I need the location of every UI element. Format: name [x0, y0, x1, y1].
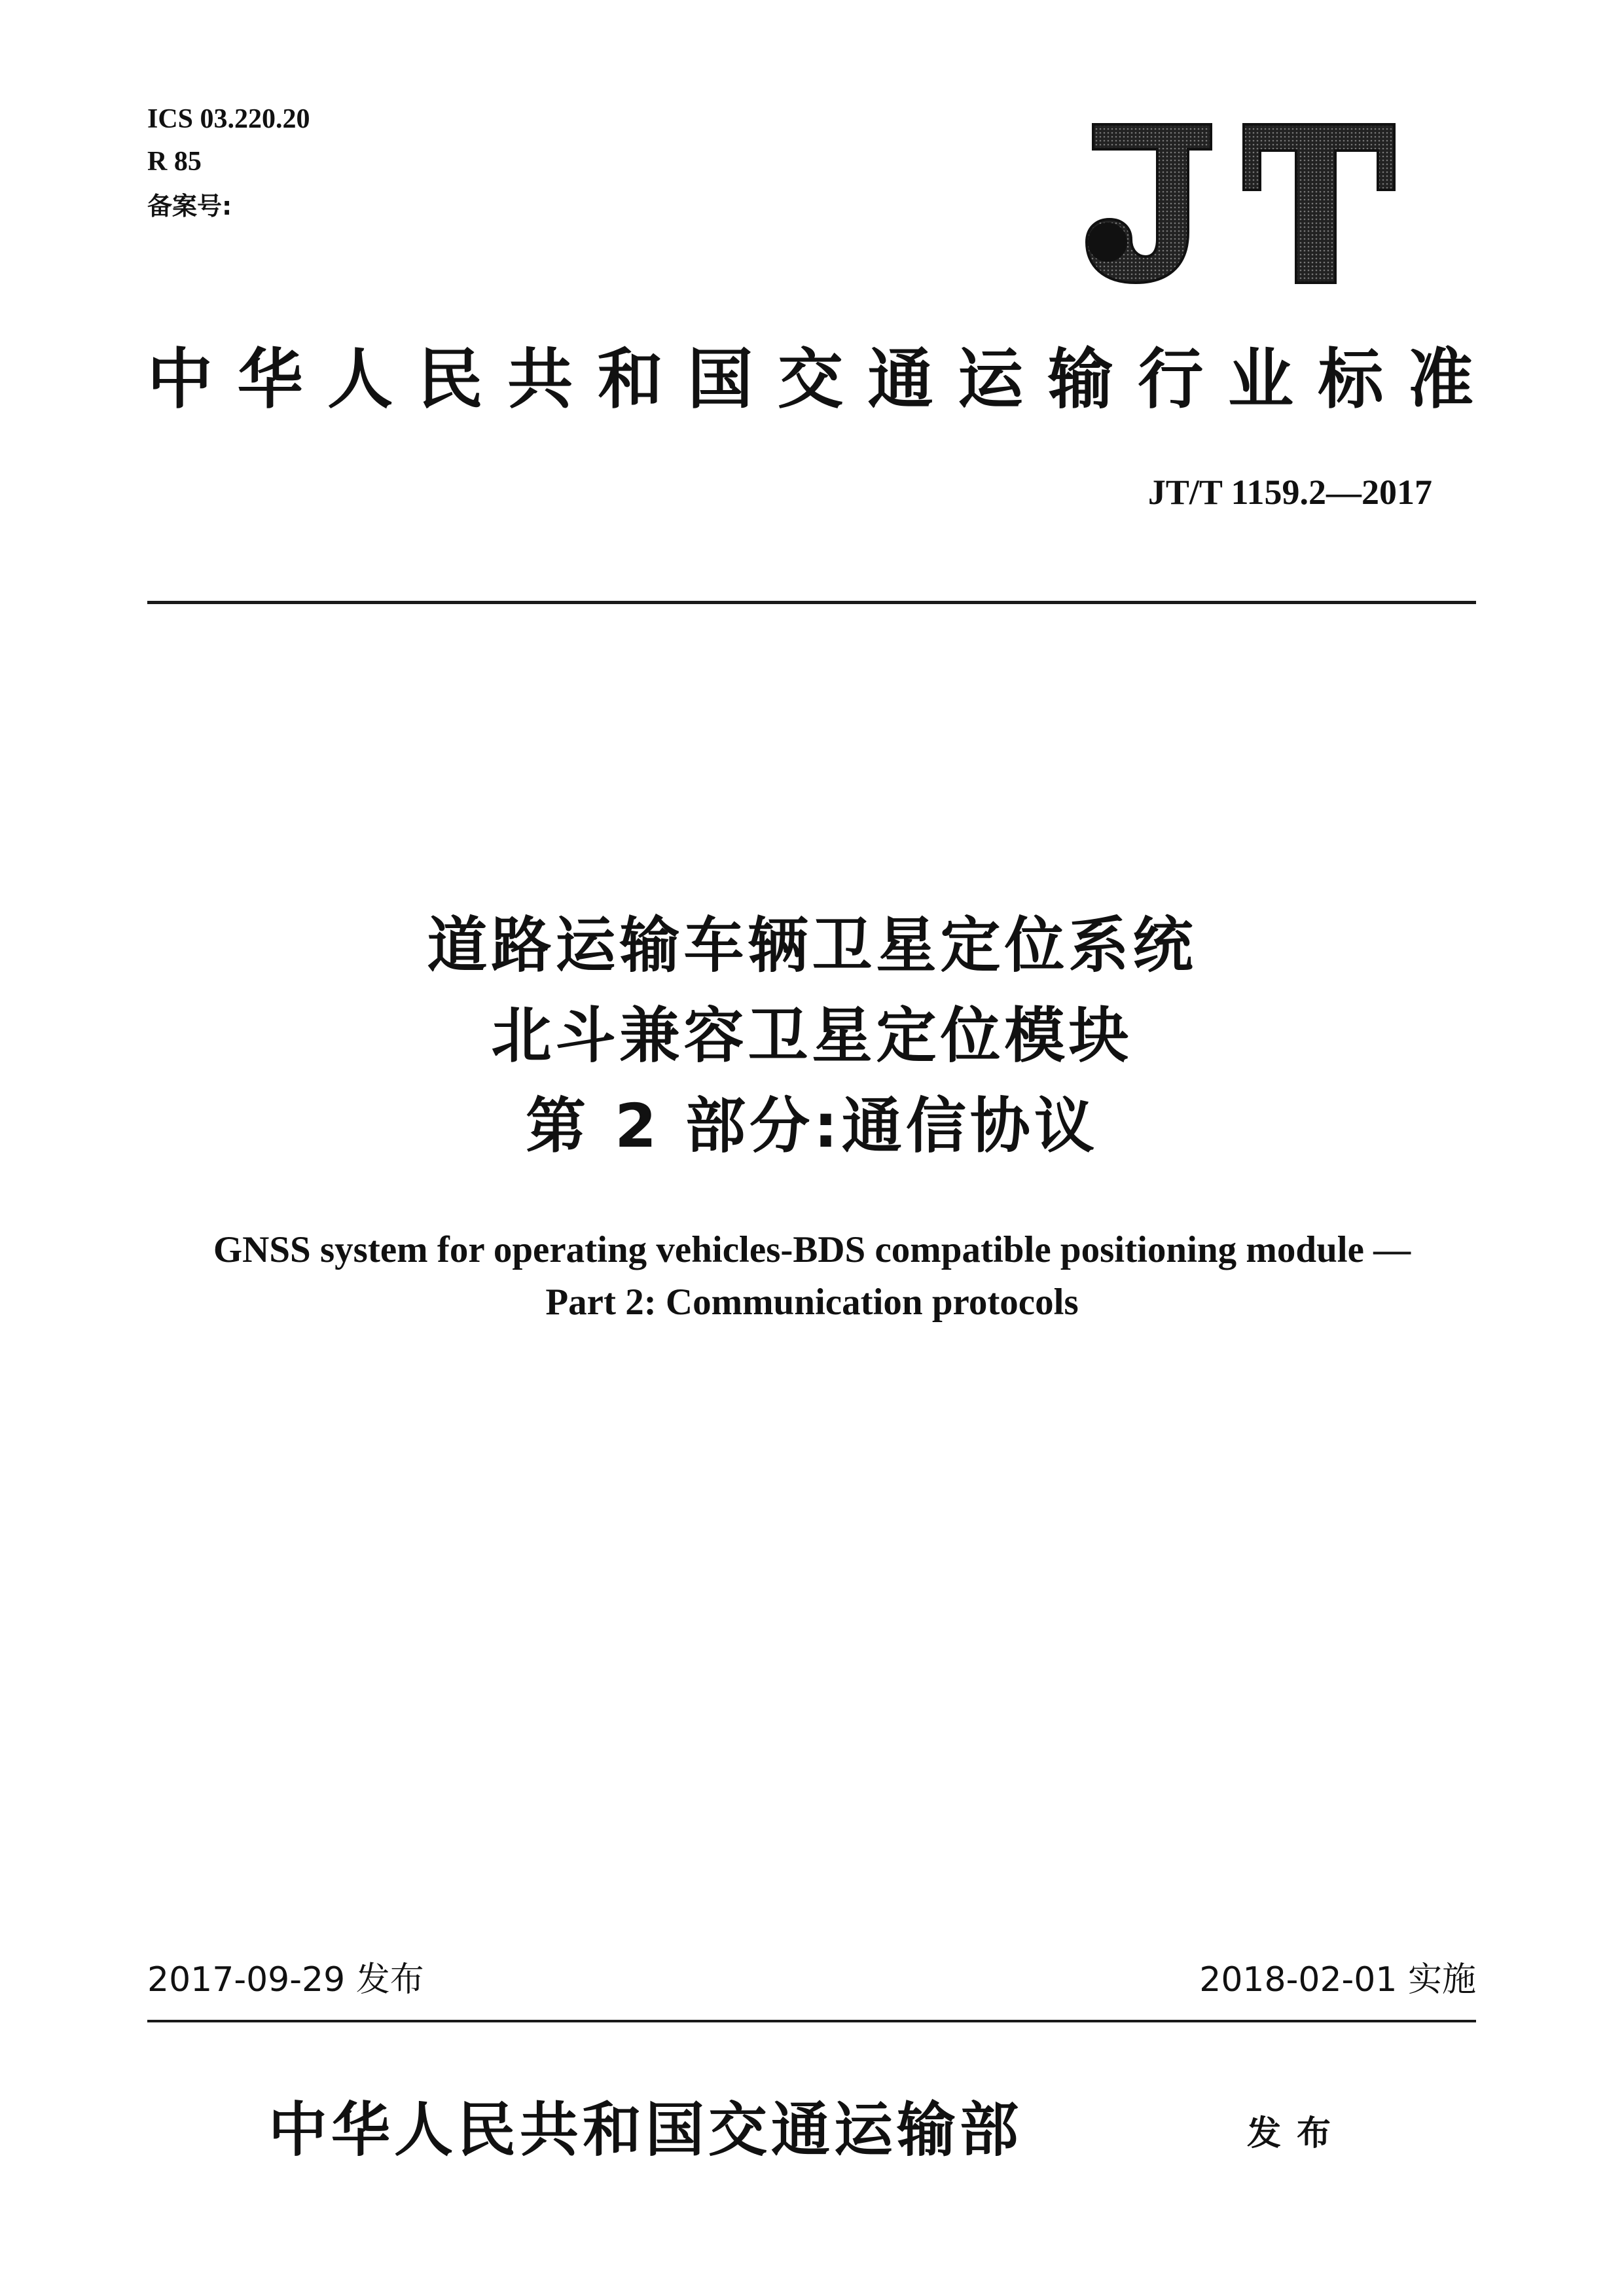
ccs-code: R 85	[147, 147, 202, 177]
en-title-line-1: GNSS system for operating vehicles-BDS compatible positioning module —	[213, 1229, 1411, 1270]
standard-category: 中华人民共和国交通运输行业标准	[147, 341, 1476, 418]
cn-title-line-1: 道路运输车辆卫星定位系统	[427, 910, 1197, 980]
en-title-line-2: Part 2: Communication protocols	[545, 1282, 1079, 1323]
issue-date: 2017-09-29 发布	[147, 1960, 424, 2000]
record-number-label: 备案号:	[147, 192, 232, 221]
logo-text: JT	[1067, 111, 1068, 112]
cn-title-line-2: 北斗兼容卫星定位模块	[491, 1001, 1133, 1071]
jt-logo	[1067, 111, 1401, 288]
bottom-divider	[147, 2020, 1476, 2022]
ics-code: ICS 03.220.20	[147, 104, 310, 134]
effective-date: 2018-02-01 实施	[1199, 1960, 1476, 2000]
cn-title-line-3: 第 2 部分:通信协议	[526, 1091, 1098, 1161]
standard-number: JT/T 1159.2—2017	[1147, 473, 1432, 512]
publisher-name: 中华人民共和国交通运输部	[268, 2096, 1022, 2164]
publish-label: 发布	[1247, 2114, 1347, 2153]
top-divider	[147, 601, 1476, 604]
